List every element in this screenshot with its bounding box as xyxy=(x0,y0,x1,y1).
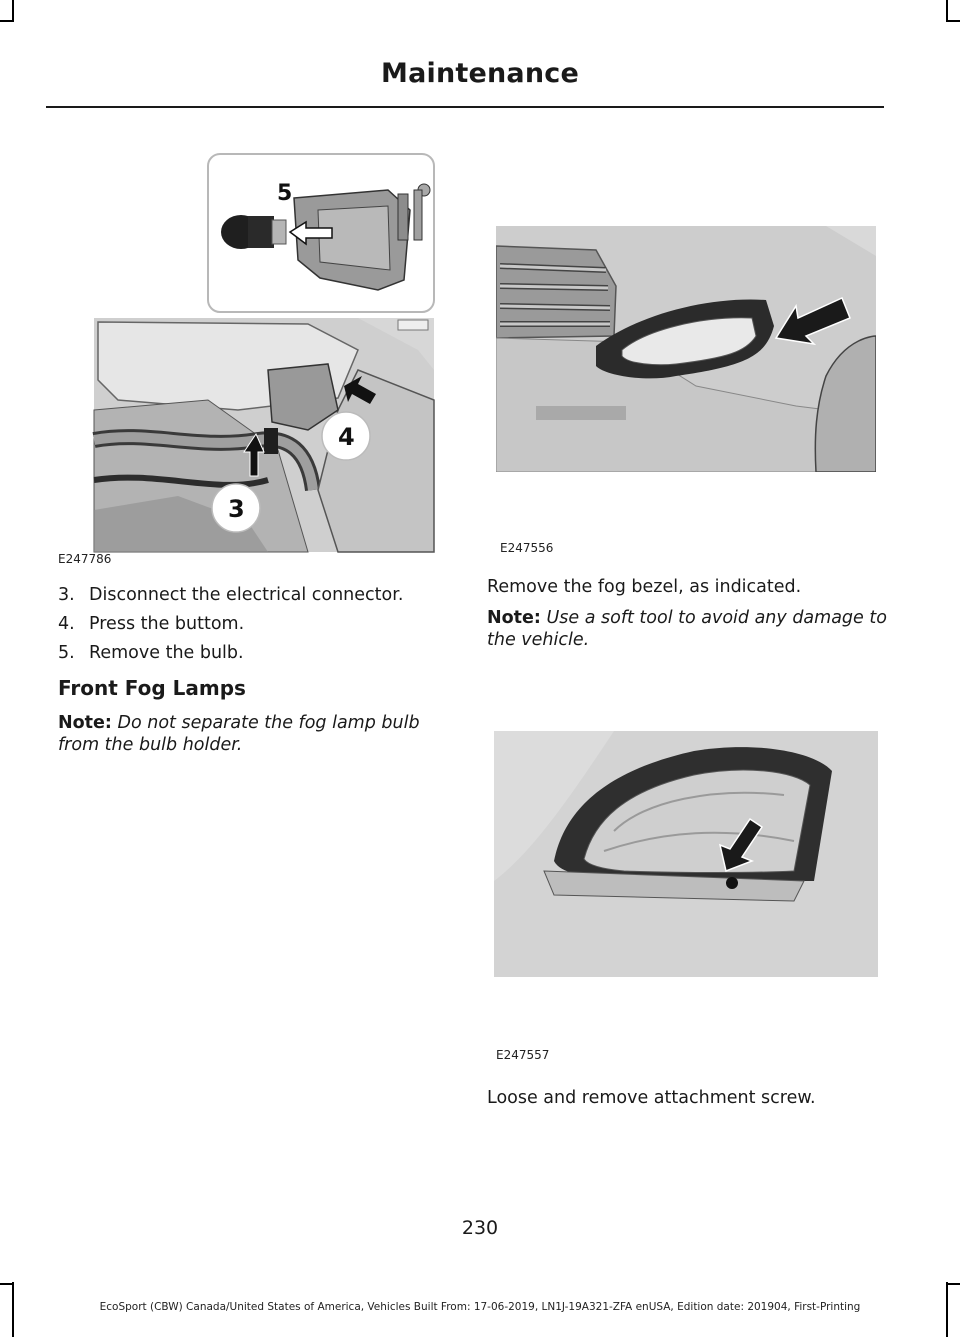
figure-code-left: E247786 xyxy=(58,552,112,566)
step-text: Disconnect the electrical connector. xyxy=(89,585,404,605)
crop-mark-bottom-left-h xyxy=(0,1283,14,1285)
list-item xyxy=(58,643,244,663)
crop-mark-bottom-right-h xyxy=(946,1283,960,1285)
crop-mark-top-left-h xyxy=(0,20,14,22)
header-divider xyxy=(46,106,884,108)
crop-mark-top-right-h xyxy=(946,20,960,22)
step-number: 5. xyxy=(58,643,75,663)
note-text: Use a soft tool to avoid any damage to the vehicle. xyxy=(487,608,887,650)
figure-attachment-screw xyxy=(494,731,878,977)
paragraph-remove-bezel: Remove the fog bezel, as indicated. xyxy=(487,577,802,597)
page-title: Maintenance xyxy=(381,58,579,89)
paragraph-attachment-screw: Loose and remove attachment screw. xyxy=(487,1088,816,1108)
callout-5: 5 xyxy=(277,181,293,206)
figure-code-right-bottom: E247557 xyxy=(496,1048,550,1062)
footer-edition-text: EcoSport (CBW) Canada/United States of America, Vehicles Built From: 17-06-2019, LN1J-19A321-ZFA enUSA, Edition date: 201904, First-Printing xyxy=(99,1301,861,1313)
figure-fog-bezel xyxy=(496,226,876,472)
list-item xyxy=(58,614,244,634)
step-number: 3. xyxy=(58,585,75,605)
figure-attachment-screw-illustration xyxy=(494,731,878,977)
crop-mark-top-left-v xyxy=(12,0,14,22)
note-text: Do not separate the fog lamp bulb from the bulb holder. xyxy=(58,713,420,755)
page-number: 230 xyxy=(461,1217,499,1239)
crop-mark-top-right-v xyxy=(946,0,948,22)
note-label: Note: xyxy=(487,608,541,628)
section-heading: Front Fog Lamps xyxy=(58,676,246,700)
callout-3: 3 xyxy=(228,495,245,523)
step-text: Press the buttom. xyxy=(89,614,245,634)
figure-fog-lamp-bulb-illustration xyxy=(58,150,438,566)
note-soft-tool xyxy=(487,607,887,651)
figure-fog-lamp-bulb xyxy=(58,150,438,566)
list-item xyxy=(58,585,403,605)
note-label: Note: xyxy=(58,713,112,733)
figure-code-right-top: E247556 xyxy=(500,541,554,555)
step-number: 4. xyxy=(58,614,75,634)
callout-4: 4 xyxy=(338,423,355,451)
figure-fog-bezel-illustration xyxy=(496,226,876,472)
note-fog-lamp xyxy=(58,712,442,756)
step-text: Remove the bulb. xyxy=(89,643,244,663)
